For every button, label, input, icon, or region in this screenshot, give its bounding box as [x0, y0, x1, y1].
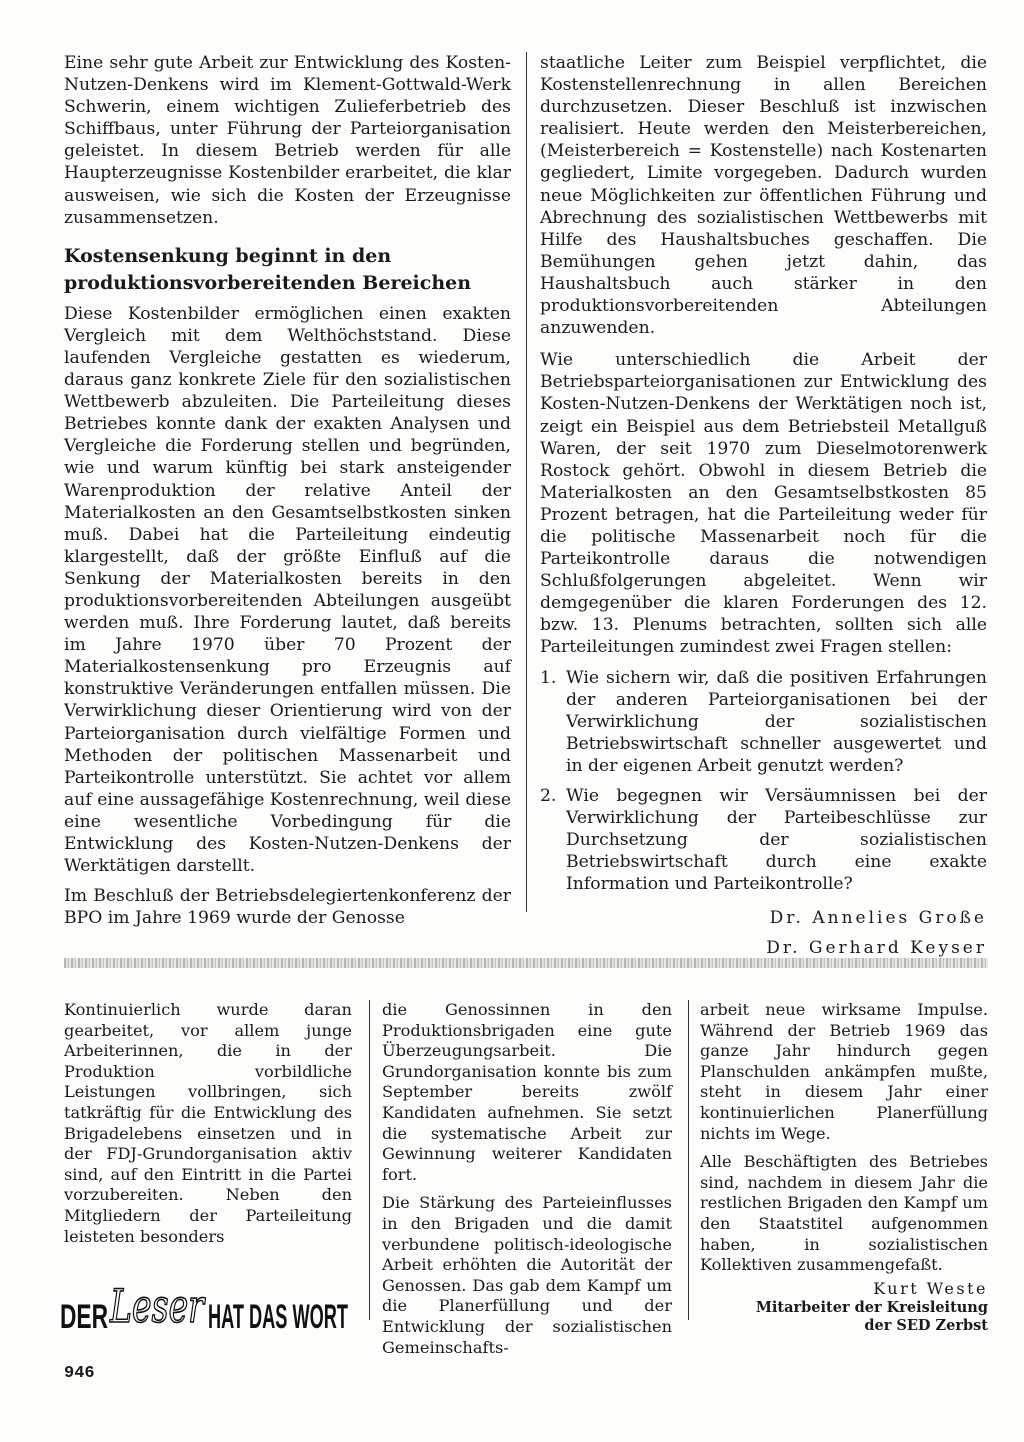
- der-leser-hat-das-wort-logo: [60, 1270, 350, 1348]
- upper-right-column: [540, 52, 987, 963]
- right-paragraph-1: staatliche Leiter zum Beispiel verpflichtet, die Kostenstellenrechnung in allen Bereichen durchzusetzen. Dieser Beschluß ist inzwischen realisiert. Heute werden den Meisterbereichen, (Meisterbereich = Kostenstelle) nach Kostenarten gegliedert, Limite vorgegeben. Dadurch wurden neue Möglichkeiten zur öffentlichen Führung und Abrechnung des sozialistischen Wettbewerbs mit Hilfe des Haushaltsbuches geschaffen. Die Bemühungen gehen jetzt dahin, das Haushaltsbuch auch stärker in den produktionsvorbereitenden Abteilungen anzuwenden.: [540, 53, 987, 339]
- lower-paragraph: Alle Beschäftigten des Betriebes sind, nachdem in diesem Jahr die restlichen Brigaden den Kampf um den Staatstitel aufgenommen haben, in sozialistischen Kollektiven zusammengefaßt.: [700, 1152, 988, 1275]
- lower-column-3: [700, 1000, 988, 1335]
- lower-paragraph: Die Stärkung des Parteieinflusses in den Brigaden und die damit verbundene politisch-ideologische Arbeit erhöhten die Autorität der Genossen. Das gab dem Kampf um die Planerfüllung und der Entwicklung der sozialistischen Gemeinschafts-: [382, 1193, 672, 1357]
- lower-paragraph: arbeit neue wirksame Impulse. Während der Betrieb 1969 das ganze Jahr hindurch gegen Planschulden ankämpfen mußte, steht in diesem Jahr einer kontinuierlichen Planerfüllung nichts im Wege.: [700, 1000, 988, 1143]
- heading-line-2: produktionsvorbereitenden Bereichen: [64, 271, 472, 294]
- signature-2: Dr. Gerhard Keyser: [766, 938, 987, 959]
- right-paragraph-2: Wie unterschiedlich die Arbeit der Betriebsparteiorganisationen zur Entwicklung des Kosten-Nutzen-Denkens der Werktätigen noch ist, zeigt ein Beispiel aus dem Betriebsteil Metallguß Waren, der seit 1970 zum Dieselmotorenwerk Rostock gehört. Obwohl in diesem Betrieb die Materialkosten an den Gesamtselbstkosten 85 Prozent betragen, hat die Parteileitung weder für die politische Massenarbeit noch für die Parteikontrolle daraus die notwendigen Schlußfolgerungen abgeleitet. Wenn wir demgegenüber die klaren Forderungen des 12. bzw. 13. Plenums betrachten, sollten sich alle Parteileitungen zumindest zwei Fragen stellen:: [540, 350, 987, 658]
- list-number: 2.: [540, 786, 557, 806]
- intro-paragraph: Eine sehr gute Arbeit zur Entwicklung des Kosten-Nutzen-Denkens wird im Klement-Gottwald-Werk Schwerin, einem wichtigen Zulieferbetrieb des Schiffbaus, unter Führung der Parteiorganisation geleistet. In diesem Betrieb werden für alle Haupterzeugnisse Kostenbilder erarbeitet, die klar ausweisen, wie sich die Kosten der Erzeugnisse zusammensetzen.: [64, 53, 511, 228]
- page-number: 946: [64, 1364, 95, 1383]
- author-role-2: der SED Zerbst: [864, 1316, 988, 1334]
- list-item: [540, 785, 987, 895]
- list-text: Wie sichern wir, daß die positiven Erfahrungen der anderen Parteiorganisationen bei der Verwirklichung der sozialistischen Betriebswirtschaft schneller ausgewertet und in der eigenen Arbeit genutzt werden?: [566, 667, 987, 776]
- column-rule: [526, 52, 527, 912]
- list-number: 1.: [540, 667, 557, 688]
- section-divider: [64, 958, 988, 968]
- signature-1: Dr. Annelies Große: [769, 908, 987, 929]
- lower-column-1: [64, 1000, 352, 1247]
- section-heading: [64, 243, 511, 297]
- logo-word-leser: Leser: [109, 1279, 207, 1333]
- column-rule: [688, 1000, 689, 1320]
- list-text: Wie begegnen wir Versäumnissen bei der Verwirklichung der Parteibeschlüsse zur Durchsetzung der sozialistischen Betriebswirtschaft durch eine exakte Information und Parteikontrolle?: [566, 786, 987, 895]
- logo-word-der: DER: [60, 1298, 108, 1336]
- closing-paragraph: Im Beschluß der Betriebsdelegiertenkonferenz der BPO im Jahre 1969 wurde der Genosse: [64, 886, 511, 929]
- list-item: [540, 667, 987, 777]
- author-role-1: Mitarbeiter der Kreisleitung: [755, 1298, 988, 1316]
- logo-word-hat-das-wort: HAT DAS WORT: [208, 1298, 349, 1336]
- question-list: [540, 667, 987, 896]
- lower-column-2: [382, 1000, 672, 1358]
- heading-line-1: Kostensenkung beginnt in den: [64, 244, 392, 267]
- upper-left-column: [64, 52, 511, 929]
- lower-paragraph: Kontinuierlich wurde daran gearbeitet, vor allem junge Arbeiterinnen, die in der Produktion vorbildliche Leistungen vollbringen, sich tatkräftig für die Entwicklung des Brigadelebens einsetzen und in der FDJ-Grundorganisation aktiv sind, auf den Eintritt in die Partei vorzubereiten. Neben den Mitgliedern der Parteileitung leisteten besonders: [64, 1000, 352, 1246]
- author-name: Kurt Weste: [873, 1278, 988, 1298]
- lower-paragraph: die Genossinnen in den Produktionsbrigaden eine gute Überzeugungsarbeit. Die Grundorganisation konnte bis zum September bereits zwölf Kandidaten aufnehmen. Sie setzt die systematische Arbeit zur Gewinnung weiterer Kandidaten fort.: [382, 1000, 672, 1184]
- body-paragraph: Diese Kostenbilder ermöglichen einen exakten Vergleich mit dem Welthöchststand. Diese laufenden Vergleiche gestatten es wiederum, daraus ganz konkrete Ziele für den sozialistischen Wettbewerb abzuleiten. Die Parteileitung dieses Betriebes konnte dank der exakten Analysen und Vergleiche die Forderung stellen und begründen, wie und warum künftig bei stark ansteigender Warenproduktion der relative Anteil der Materialkosten an den Gesamtselbstkosten sinken muß. Dabei hat die Parteileitung eindeutig klargestellt, daß der größte Einfluß auf die Senkung der Materialkosten bereits in den produktionsvorbereitenden Abteilungen ausgeübt werden muß. Ihre Forderung lautet, daß bereits im Jahre 1970 über 70 Prozent der Materialkostensenkung pro Erzeugnis auf konstruktive Veränderungen entfallen müssen. Die Verwirklichung dieser Orientierung wird von der Parteiorganisation durch vielfältige Formen und Methoden der politischen Massenarbeit und Parteikontrolle unterstützt. Sie achtet vor allem auf eine aussagefähige Kostenrechnung, weil diese eine wesentliche Vorbedingung für die Entwicklung des Kosten-Nutzen-Denkens der Werktätigen darstellt.: [64, 303, 511, 877]
- column-rule: [369, 1000, 370, 1320]
